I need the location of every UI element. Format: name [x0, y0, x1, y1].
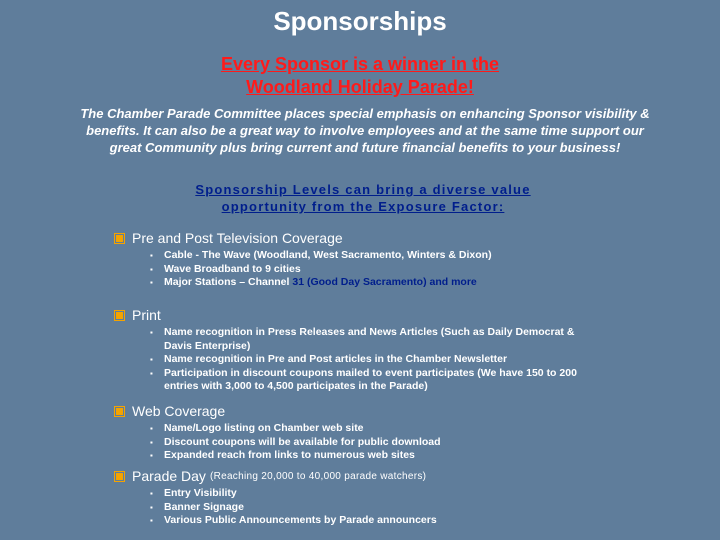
highlighted-text: 31 (Good Day Sacramento) and more: [292, 276, 477, 288]
section-heading: [114, 307, 594, 324]
list-item: ▪ Name/Logo listing on Chamber web site: [150, 422, 441, 436]
list-item: ▪ Participation in discount coupons mailed to event participates (We have 150 to 200 entries with 3,000 to 4,500 participates in the Parade): [150, 367, 580, 394]
section-parade-day: [114, 468, 437, 528]
section-television: [114, 230, 492, 290]
list-item: ▪ Discount coupons will be available for public download: [150, 436, 441, 450]
item-list: [150, 422, 441, 463]
section-title: Pre and Post Television Coverage: [132, 230, 343, 246]
list-item: ▪ Major Stations – Channel 31 (Good Day Sacramento) and more: [150, 276, 492, 290]
subtitle-line-1: Every Sponsor is a winner in the: [220, 54, 500, 74]
levels-heading-line-1: Sponsorship Levels can bring a diverse value: [195, 182, 531, 197]
intro-paragraph: The Chamber Parade Committee places special emphasis on enhancing Sponsor visibility & benefits. It can also be a great way to involve employees and at the same time support our great Community plus bring current and future financial benefits to your business!: [80, 106, 650, 155]
section-heading: [114, 230, 492, 247]
subtitle: [0, 53, 720, 99]
checkbox-bullet-icon: [114, 406, 125, 417]
section-title: Print: [132, 307, 161, 323]
checkbox-bullet-icon: [114, 310, 125, 321]
list-item: ▪ Banner Signage: [150, 501, 437, 515]
list-item: ▪ Cable - The Wave (Woodland, West Sacramento, Winters & Dixon): [150, 249, 492, 263]
list-item: ▪ Name recognition in Pre and Post articles in the Chamber Newsletter: [150, 353, 580, 367]
subtitle-line-2: Woodland Holiday Parade!: [246, 77, 474, 97]
section-note: (Reaching 20,000 to 40,000 parade watchers): [209, 471, 427, 482]
checkbox-bullet-icon: [114, 471, 125, 482]
list-item: ▪ Various Public Announcements by Parade announcers: [150, 514, 437, 528]
item-list: [150, 249, 492, 290]
section-title: Web Coverage: [132, 403, 226, 419]
item-list: [150, 487, 437, 528]
section-web: [114, 403, 441, 463]
section-heading: [114, 403, 441, 420]
levels-heading: [0, 181, 720, 215]
list-item: ▪ Name recognition in Press Releases and News Articles (Such as Daily Democrat & Davis Enterprise): [150, 326, 580, 353]
list-item: ▪ Entry Visibility: [150, 487, 437, 501]
list-item: ▪ Expanded reach from links to numerous web sites: [150, 449, 441, 463]
section-print: [114, 307, 594, 394]
item-list: [150, 326, 580, 394]
levels-heading-line-2: opportunity from the Exposure Factor:: [221, 199, 505, 214]
list-item: ▪ Wave Broadband to 9 cities: [150, 263, 492, 277]
section-title: Parade Day: [132, 468, 206, 484]
checkbox-bullet-icon: [114, 233, 125, 244]
section-heading: [114, 468, 437, 485]
page-title: Sponsorships: [273, 6, 447, 36]
